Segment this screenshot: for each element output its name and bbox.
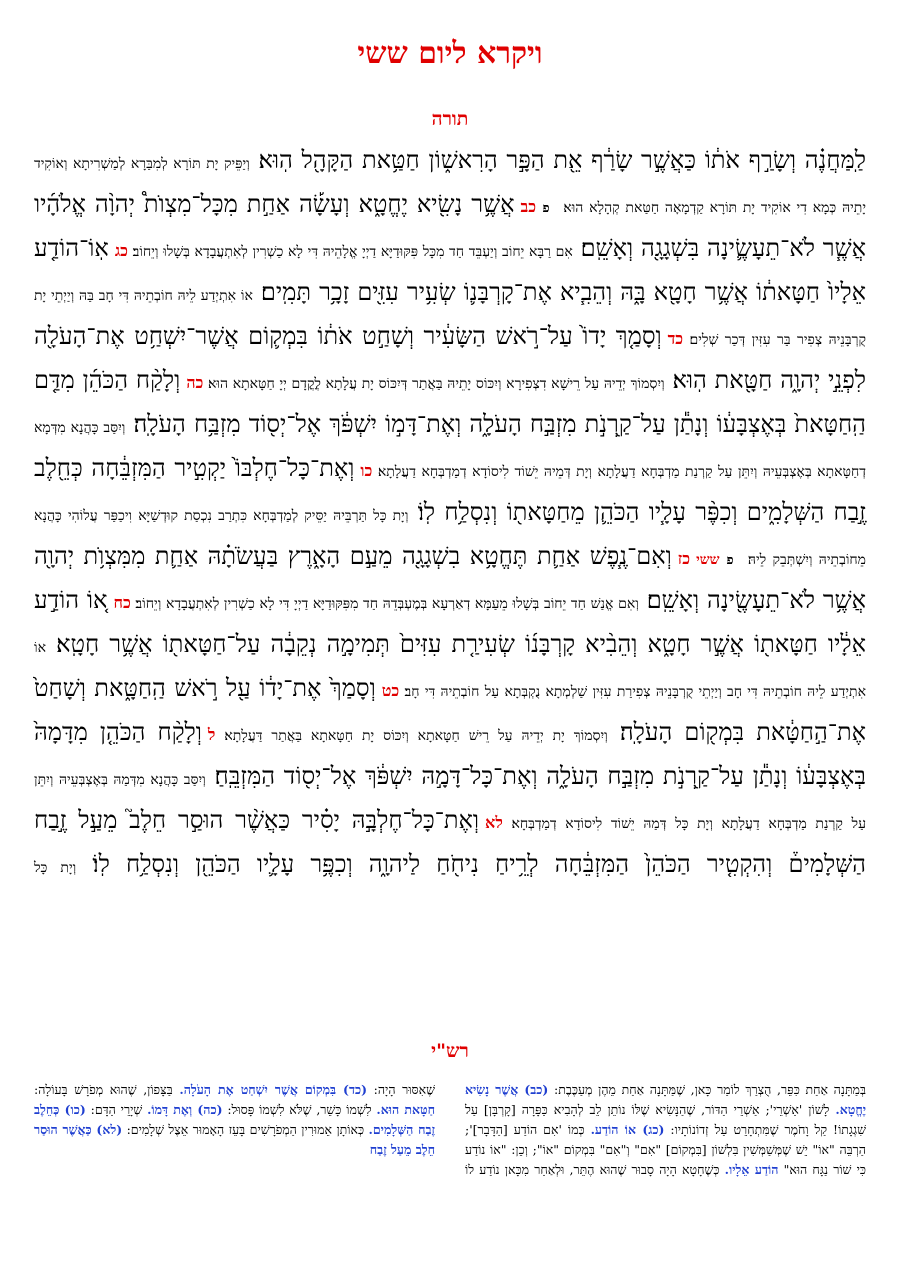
rashi-dibur-hamatchil: בִּמְקוֹם אֲשֶׁר יִשְׁחַט אֶת הָעֹלָה. <box>179 1082 336 1097</box>
targum-text: וְיַפֵּיק יָת תּוֹרָא לְמִבַּרָא לְמַשְׁרִיתָא וְאוֹקִיד יָתֵיהּ כְּמָא דִי אוֹקִיד יָת תּוֹרָא קַדְמָאָה חַטַּאת קְהָלָא הוּא׃ <box>34 156 867 216</box>
rashi-verse-ref: (כג) <box>635 1122 665 1137</box>
aliyah-marker: ששי <box>696 552 720 568</box>
rashi-entry <box>223 1102 436 1117</box>
verse-text: וְלָקַ֨ח הַכֹּהֵ֜ן מִדַּ֤ם הַֽחַטָּאת֙ בְּאֶצְבָּע֔וֹ וְנָתַ֕ן עַל־קַ֖רְנֹ֣ת מִזְבַּ֣ח הָעֹלָ֑ה וְאֶת־דָּמ֣וֹ יִשְׁפֹּ֔ךְ אֶל־יְס֖וֹד מִזְבַּ֥ח הָעֹלָֽה׃ <box>34 366 866 438</box>
rashi-dibur-hamatchil: הוֹדַע אֵלָיו. <box>724 1162 779 1177</box>
verse-text: וְאֶת־כָּל־חֶלְבָּ֣הּ יָסִ֗יר כַּאֲשֶׁ֨ר הוּסַ֣ר חֵלֶב֮ מֵעַ֣ל זֶ֣בַח הַשְּׁלָמִים֒ וְהִקְטִ֤יר הַכֹּהֵן֙ הַמִּזְבֵּ֔חָה לְרֵ֥יחַ נִיחֹ֖חַ לַיהוָ֑ה וְכִפֶּ֥ר עָלָ֛יו הַכֹּהֵ֖ן וְנִסְלַ֥ח לֽוֹ׃ <box>34 806 866 878</box>
verse-text: וְלָקַ֨ח הַכֹּהֵ֤ן מִדָּמָהּ֙ בְּאֶצְבָּע֔וֹ וְנָתַ֕ן עַל־קַ֖רְנֹ֣ת מִזְבַּ֣ח הָעֹלָ֑ה וְאֶת־כָּל־דָּמָ֣הּ יִשְׁפֹּ֔ךְ אֶל־יְס֖וֹד הַמִּזְבֵּֽחַ׃ <box>34 718 866 790</box>
torah-heading: תורה <box>431 108 469 130</box>
rashi-verse-ref: (כו) <box>59 1102 86 1117</box>
targum-text: וְיִסַּב כָּהֲנָא מִדְּמָא דְחַטָּאתָא בְּאֶצְבְּעֵיהּ וְיִתֵּן עַל קַרְנַת מַדְבְּחָא דַעֲלָתָא וְיָת דְּמֵיהּ יֵשׁוֹד לִיסוֹדָא דְמַדְבְּחָא דַעֲלָתָא׃ <box>34 420 866 480</box>
verse-number: כג <box>114 241 128 260</box>
rashi-entry <box>34 1082 367 1097</box>
rashi-dibur-hamatchil: אוֹ הוֹדַע. <box>590 1122 636 1137</box>
rashi-text: כְּמוֹ 'אִם הוֹדַע [הַדָּבָר]'; הַרְבֵּה "אוֹ" יֵשׁ שֶׁמְּשַׁמְּשִׁין בִּלְשׁוֹן [בִּמְקוֹם] "אִם" וְ"אִם" בִּמְקוֹם "אוֹ"; וְכֵן: "אוֹ נוֹדַע כִּי שׁוֹר נַגָּח הוּא" <box>465 1122 866 1177</box>
targum <box>34 857 76 876</box>
targum-text: אוֹ אִתְיְדַע לֵיהּ חוֹבְתֵיהּ דִּי חָב בַּהּ וְיַיְתֵי יָת קֻרְבָּנֵיהּ צְפִיר בַּר עִזִּין דְּכַר שְׁלִים׃ <box>34 288 866 348</box>
targum <box>128 241 573 260</box>
targum-text: וְיִסְמוֹךְ יָת יְדֵיהּ עַל רֵישׁ חַטָּאתָא וְיִכּוֹס יָת חַטָּאתָא בַּאֲתַר דַּעֲלָתָא׃ <box>215 728 608 744</box>
verse-number: לא <box>485 813 503 832</box>
rashi-heading: רש"י <box>431 1040 469 1062</box>
verse-text: וְסָמַ֤ךְ יָדוֹ֙ עַל־רֹ֣אשׁ הַשָּׂעִ֔יר וְשָׁחַ֣ט אֹת֔וֹ בִּמְק֛וֹם אֲשֶׁר־יִשְׁחַ֥ט אֶת־הָעֹלָ֖ה לִפְנֵ֣י יְהוָ֑ה חַטָּ֖את הֽוּא׃ <box>34 322 867 394</box>
rashi-dibur-hamatchil: חַטָּאת הוּא. <box>376 1102 435 1117</box>
rashi-dibur-hamatchil: אֲשֶׁר נָשִׂיא יֶחֱטָא. <box>465 1082 866 1117</box>
targum-text: וְיָת כָּל תַּרְבֵּיהּ יַסֵּיק לְמַדְבְּחָא כִּתְרַב נִכְסַת קוּדְשַׁיָּא וִיכַפַּר עֲלוֹהִי כָּהֲנָא מֵחוֹבְתֵיהּ וְיִשְׁתְּבֵק לֵיהּ׃ <box>34 508 866 568</box>
verse-number: כט <box>381 681 400 700</box>
verse-number: כו <box>360 461 373 480</box>
verse-number: כז <box>677 549 691 568</box>
verse <box>249 146 866 174</box>
rashi-text: שְׁיָרֵי הַדָּם: <box>85 1102 148 1117</box>
parasha-marker: פ <box>542 201 550 216</box>
page-title: ויקרא ליום ששי <box>357 36 543 71</box>
rashi-verse-ref: (לא) <box>91 1122 123 1137</box>
rashi-text: לָשׁוֹן 'אַשְׁרֵי'; אַשְׁרֵי הַדּוֹר, שֶׁהַנָּשִׂיא שֶׁלּוֹ נוֹתֵן לֵב לְהָבִיא כַּפָּרָה [קָרְבָּן] עַל שִׁגְגָתוֹ! קַל וָחֹמֶר שֶׁמִּתְחָרֵט עַל זְדוֹנוֹתָיו: <box>465 1102 867 1137</box>
rashi-text: בַּצָּפוֹן, שֶׁהוּא מְפֹרָשׁ בָּעוֹלָה: <box>34 1082 180 1097</box>
targum-text: וְיִסַּב כָּהֲנָא מִדְּמַהּ בְּאֶצְבְּעֵיהּ וְיִתֵּן עַל קַרְנַת מַדְבְּחָא דַעֲלָתָא וְיָת כָּל דְּמַהּ יֵשׁוֹד לִיסוֹדָא דְמַדְבְּחָא׃ <box>34 772 867 832</box>
targum <box>215 725 607 744</box>
verse-number: כב <box>520 197 537 216</box>
targum-text: וְיִסְמוֹךְ יְדֵיהּ עַל רֵישָׁא דִצְפִירָא וְיִכּוֹס יָתֵיהּ בַּאֲתַר דְּיִכּוֹס יָת עֲלָתָא לֳקֳדָם יְיָ חַטָּאתָא הוּא׃ <box>203 376 665 392</box>
verse-number: כה <box>186 373 204 392</box>
rashi-dibur-hamatchil: כְּחֵלֶב זֶבַח הַשְּׁלָמִים. <box>34 1102 435 1137</box>
verse-text: לַֽמַּחֲנֶ֗ה וְשָׂרַ֣ף אֹת֔וֹ כַּאֲשֶׁ֣ר שָׂרַ֔ף אֵ֖ת הַפָּ֣ר הָרִאשׁ֑וֹן חַטַּ֥את הַקָּהָ֖ל הֽוּא׃ <box>249 146 866 174</box>
targum-text: אִם רַבָּא יֵחוֹב וְיַעְבֵּד חַד מִכָּל פִּקּוּדַיָּא דַיְיָ אֱלָהֵיהּ דִּי לָא כַשְׁרִין לְאִתְעֲבָדָא בְּשָׁלוּ וְיֵחוֹב׃ <box>127 244 573 260</box>
rashi-text: כְּאוֹתָן אֵמוּרִין הַמְפֹרָשִׁים בָּעֵז הָאָמוּר אֵצֶל שְׁלָמִים: <box>122 1122 369 1137</box>
verse-text: וְסָמַךְ֙ אֶת־יָד֔וֹ עַ֖ל רֹ֣אשׁ הַֽחַטָּ֑את וְשָׁחַט֙ אֶת־הַ֣חַטָּ֔את בִּמְק֖וֹם הָעֹלָֽה׃ <box>34 674 867 746</box>
rashi-entry <box>86 1102 223 1117</box>
parasha-marker: פ <box>726 553 734 568</box>
torah-paragraph <box>34 140 866 888</box>
rashi-text: לִשְׁמוֹ כָּשֵׁר, שֶׁלֹּא לִשְׁמוֹ פָּסוּל: <box>222 1102 377 1117</box>
rashi-entry <box>548 1082 866 1097</box>
targum-text: אוֹ אִתְיְדַע לֵיהּ חוֹבְתֵיהּ דִּי חָב וְיַיְתֵי קֻרְבָּנֵיהּ צְפִירַת עִזִּין שַׁלְמְתָא נֻקְבְּתָא עַל חוֹבְתֵיהּ דִּי חָב׃ <box>34 640 866 700</box>
rashi-verse-ref: (כב) <box>518 1082 549 1097</box>
rashi-dibur-hamatchil: כַּאֲשֶׁר הוּסַר חֵלֶב מֵעַל זֶבַח <box>34 1122 435 1157</box>
verse-text: אֲשֶׁ֥ר נָשִׂ֖יא יֶחֱטָ֑א וְעָשָׂ֡ה אַחַ֣ת מִכָּל־מִצְוֺת֩ יְהוָ֨ה אֱלֹהָ֜יו אֲשֶׁ֧ר לֹא־תֵעָשֶׂ֛ינָה בִּשְׁגָגָ֖ה וְאָשֵֽׁם׃ <box>34 190 866 262</box>
verse-number: כד <box>667 329 684 348</box>
torah-text <box>34 140 866 888</box>
rashi-verse-ref: (כה) <box>192 1102 223 1117</box>
verse-text: וְאֶת־כָּל־חֶלְבּוֹ֙ יַקְטִ֣יר הַמִּזְבֵּ֔חָה כְּחֵ֖לֶב זֶ֣בַח הַשְּׁלָמִ֑ים וְכִפֶּ֨ר עָלָ֧יו הַכֹּהֵ֛ן מֵחַטָּאת֖וֹ וְנִסְלַ֥ח לֽוֹ׃ <box>34 454 866 526</box>
rashi-dibur-hamatchil: וְאֶת דָּמוֹ. <box>147 1102 193 1117</box>
verse-number: ל <box>207 725 216 744</box>
rashi-text: בְּמַתָּנָה אַחַת כִּפֵּר, הֻצְרַךְ לוֹמַר כָּאן, שֶׁמַּתָּנָה אַחַת מֵהֶן מְעַכֶּבֶת: <box>548 1082 866 1097</box>
verse-text: וְאִם־נֶ֧פֶשׁ אַחַ֛ת תֶּחֱטָ֥א בִשְׁגָגָ֖ה מֵעַ֣ם הָאָ֑רֶץ בַּעֲשֹׂתָ֗הּ אַחַ֛ת מִמִּצְוֺ֥ת יְהוָ֖ה אֲשֶׁ֥ר לֹא־תֵעָשֶׂ֖ינָה וְאָשֵֽׁם׃ <box>34 542 866 614</box>
targum <box>203 373 664 392</box>
targum <box>131 593 639 612</box>
verse-text: א֚וֹ הוֹדַ֣ע אֵלָ֔יו חַטָּאת֖וֹ אֲשֶׁ֣ר חָטָ֑א וְהֵבִ֨יא קָרְבָּנ֜וֹ שְׂעִירַ֤ת עִזִּים֙ תְּמִימָ֣ה נְקֵבָ֔ה עַל־חַטָּאת֖וֹ אֲשֶׁ֥ר חָטָֽא׃ <box>34 586 866 658</box>
targum-text: וְיָת כָּל <box>34 860 77 876</box>
targum-text: וְאִם אֱנַשׁ חַד יֵחוֹב בְּשָׁלוּ מֵעַמָּא דְאַרְעָא בְּמֶעְבְּדֵהּ חַד מִפִּקּוּדַיָּא דַיְיָ דִּי לָא כַשְׁרִין לְאִתְעֲבָדָא וְיֵחוֹב׃ <box>130 596 639 612</box>
rashi-verse-ref: (כד) <box>336 1082 367 1097</box>
rashi-commentary <box>34 1080 866 1180</box>
rashi-text: כְּשֶׁחָטָא הָיָה סָבוּר שֶׁהוּא הֶתֵּר, וּלְאַחַר מִכָּאן נוֹדַע לוֹ שֶׁאִסּוּר הָיָה: <box>367 1082 725 1177</box>
verse-text: אֽוֹ־הוֹדַ֤ע אֵלָיו֙ חַטָּאת֔וֹ אֲשֶׁ֥ר חָטָ֖א בָּ֑הּ וְהֵבִ֧יא אֶת־קָרְבָּנ֛וֹ שְׂעִ֥יר עִזִּ֖ים זָכָ֥ר תָּמִֽים׃ <box>34 234 867 306</box>
verse-number: כח <box>113 593 131 612</box>
